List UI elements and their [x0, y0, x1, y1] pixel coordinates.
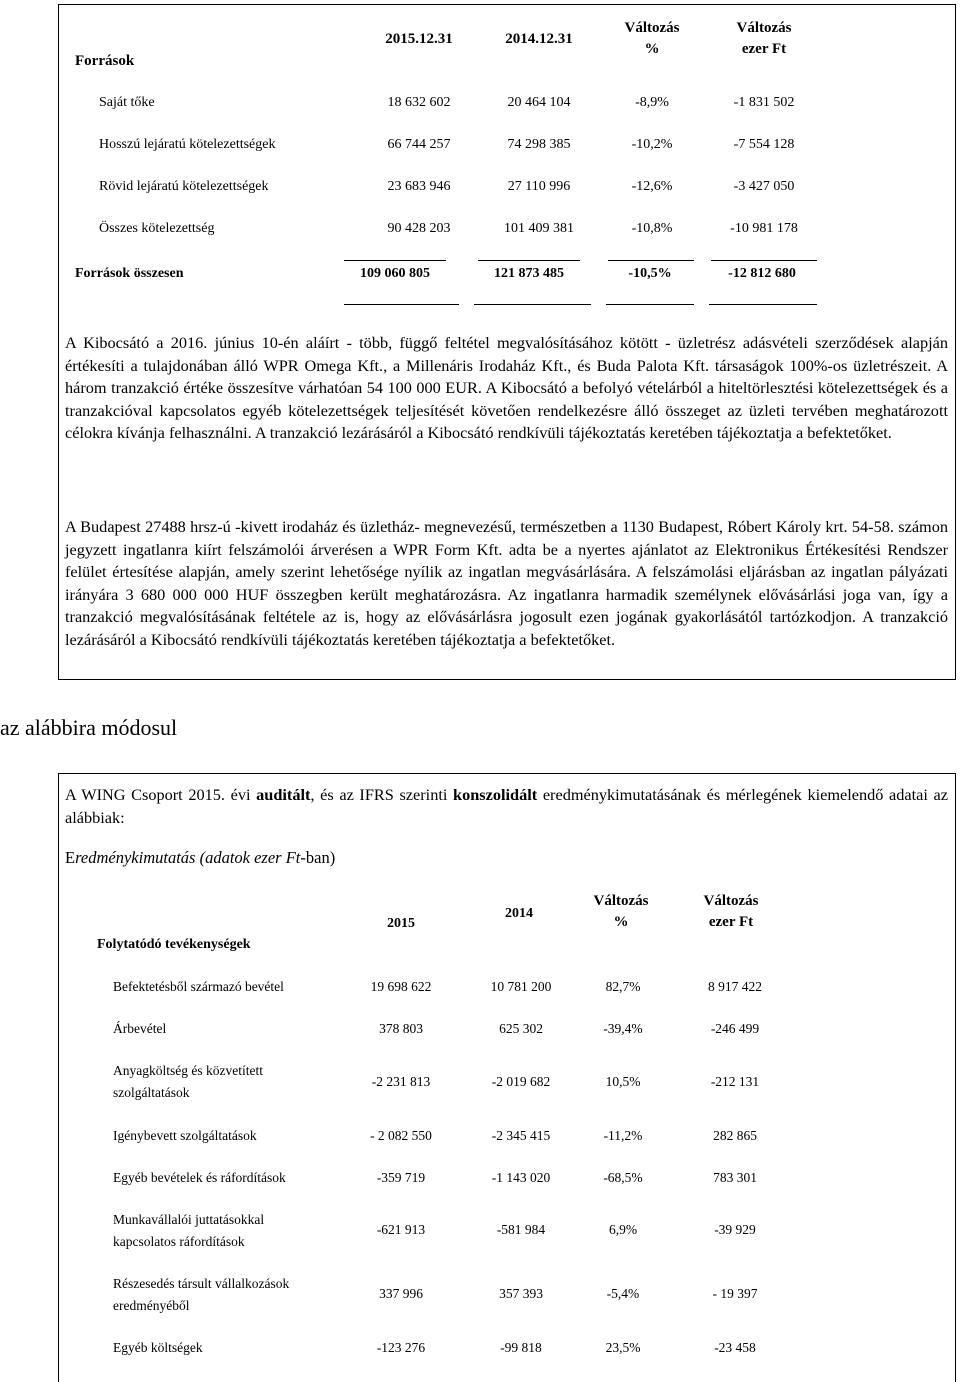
col-header-2015: 2015.12.31 [385, 31, 453, 47]
col-header-2015: 2015 [387, 916, 415, 931]
total-underline [709, 304, 817, 305]
intro-paragraph: A WING Csoport 2015. évi auditált, és az IFRS szerinti konszolidált eredménykimutatásának és mérlegének kiemelendő adatai az alábbiak: [65, 785, 949, 827]
col-header-change-pct: Változás % [593, 893, 649, 930]
total-underline [474, 304, 591, 305]
col-header-sources: Források [75, 53, 135, 69]
col-header-continuing-ops: Folytatódó tevékenységek [97, 937, 251, 952]
transaction-paragraph: A Kibocsátó a 2016. június 10-én aláírt - több, függő feltétel megvalósításához kötött - üzletrész adásvételi szerződések alapján értékesíti a tulajdonában álló WPR Omega Kft., a Millenáris Irodaház Kft., és Buda Palota Kft. társaságok 100%-os üzletrészeit. A három tranzakció értéke összesítve várhatóan 54 100 000 EUR. A Kibocsátó a befolyó vételárból a hiteltörlesztési kötelezettségek és a tranzakcióval kapcsolatos egyéb kötelezettségek teljesítését követően rendelkezésre álló összeget az üzleti tervében meghatározott célokra kívánja felhasználni. A tranzakció lezárásáról a Kibocsátó rendkívüli tájékoztatás keretében tájékoztatja a befektetőket. [65, 333, 948, 443]
col-header-change-eft: Változás ezer Ft [703, 893, 759, 930]
total-overline [711, 260, 817, 261]
auction-paragraph: A Budapest 27488 hrsz-ú -kivett irodaház és üzletház- megnevezésű, természetben a 1130 Budapest, Róbert Károly krt. 54-58. számon jegyzett ingatlanra kiírt felszámolói árverésen a WPR Form Kft. adta be a nyertes ajánlatot az Elektronikus Értékesítési Rendszer felület értesítése alapján, amely szerint lehetősége nyílik az ingatlan megvásárlására. A felszámolási eljárásban az ingatlan pályázati irányára 3 680 000 000 HUF összegben került meghatározásra. Az ingatlanra harmadik személynek elővásárlási joga van, így a tranzakció megvalósításának feltétele az is, hogy az elővásárlásra jogosult ezen jogának gyakorlásától tartózkodjon. A tranzakció lezárásáról a Kibocsátó rendkívüli tájékoztatás keretében tájékoztatja a befektetőket. [65, 517, 948, 649]
col-header-2014: 2014.12.31 [505, 31, 573, 47]
total-underline [606, 304, 694, 305]
modification-heading: az alábbira módosul [0, 715, 178, 740]
total-overline [608, 260, 694, 261]
col-header-2014: 2014 [505, 906, 533, 921]
col-header-change-pct: Változás % [624, 20, 680, 57]
total-overline [478, 260, 580, 261]
total-underline [344, 304, 459, 305]
income-statement-box: A WING Csoport 2015. évi auditált, és az IFRS szerinti konszolidált eredménykimutatásának és mérlegének kiemelendő adatai az alábbiak: Eredménykimutatás (adatok ezer Ft-ban) Folytatódó tevékenységek 2015 2014 Változás % Változás ezer Ft Befektetésből származó bevétel 19 698 622 10 781 200 82,7% 8 917 422 Árbevétel 378 803 625 302 -39,4% -246 499 Anyagköltség és közvetített szolgáltatások -2 231 813 -2 019 682 10,5% -212 131 Igénybevett szolgáltatások - 2 082 550 -2 345 415 -11,2% 282 865 Egyéb bevételek és ráfordítások -359 719 -1 143 020 -68,5% 783 301 Munkavállalói juttatásokkal kapcsolatos ráfordítások -621 913 -581 984 6,9% -39 929 Részesedés társult vállalkozások eredményéből 337 996 357 393 -5,4% - 19 397 Egyéb költségek -123 276 -99 818 23,5% -23 458 [58, 773, 956, 1382]
total-overline [344, 260, 446, 261]
sources-box: Források 2015.12.31 2014.12.31 Változás % Változás ezer Ft Saját tőke 18 632 602 20 464 104 -8,9% -1 831 502 Hosszú lejáratú kötelezettségek 66 744 257 74 298 385 -10,2% -7 554 128 Rövid lejáratú kötelezettségek 23 683 946 27 110 996 -12,6% -3 427 050 Összes kötelezettség 90 428 203 101 409 381 -10,8% -10 981 178 Források összesen 109 060 805 121 873 485 -10,5% -12 812 680 A Kibocsátó a 2016. június 10-én aláírt - több, függő feltétel megvalósításához kötött - üzletrész adásvételi szerződések alapján értékesíti a tulajdonában álló WPR Omega Kft., a Millenáris Irodaház Kft., és Buda Palota Kft. társaságok 100%-os üzletrészeit. A három tranzakció értéke összesítve várhatóan 54 100 000 EUR. A Kibocsátó a befolyó vételárból a hiteltörlesztési kötelezettségek és a tranzakcióval kapcsolatos egyéb kötelezettségek teljesítését követően rendelkezésre álló összeget az üzleti tervében meghatározott célokra kívánja felhasználni. A tranzakció lezárásáról a Kibocsátó rendkívüli tájékoztatás keretében tájékoztatja a befektetőket. A Budapest 27488 hrsz-ú -kivett irodaház és üzletház- megnevezésű, természetben a 1130 Budapest, Róbert Károly krt. 54-58. számon jegyzett ingatlanra kiírt felszámolói árverésen a WPR Form Kft. adta be a nyertes ajánlatot az Elektronikus Értékesítési Rendszer felület értesítése alapján, amely szerint lehetősége nyílik az ingatlan megvásárlására. A felszámolási eljárásban az ingatlan pályázati irányára 3 680 000 000 HUF összegben került meghatározásra. Az ingatlanra harmadik személynek elővásárlási joga van, így a tranzakció megvalósításának feltétele az is, hogy az elővásárlásra jogosult ezen jogának gyakorlásától tartózkodjon. A tranzakció lezárásáról a Kibocsátó rendkívüli tájékoztatás keretében tájékoztatja a befektetőket. [58, 4, 956, 680]
col-header-change-eft: Változás ezer Ft [736, 20, 792, 57]
statement-subtitle: Eredménykimutatás (adatok ezer Ft-ban) [65, 848, 336, 867]
